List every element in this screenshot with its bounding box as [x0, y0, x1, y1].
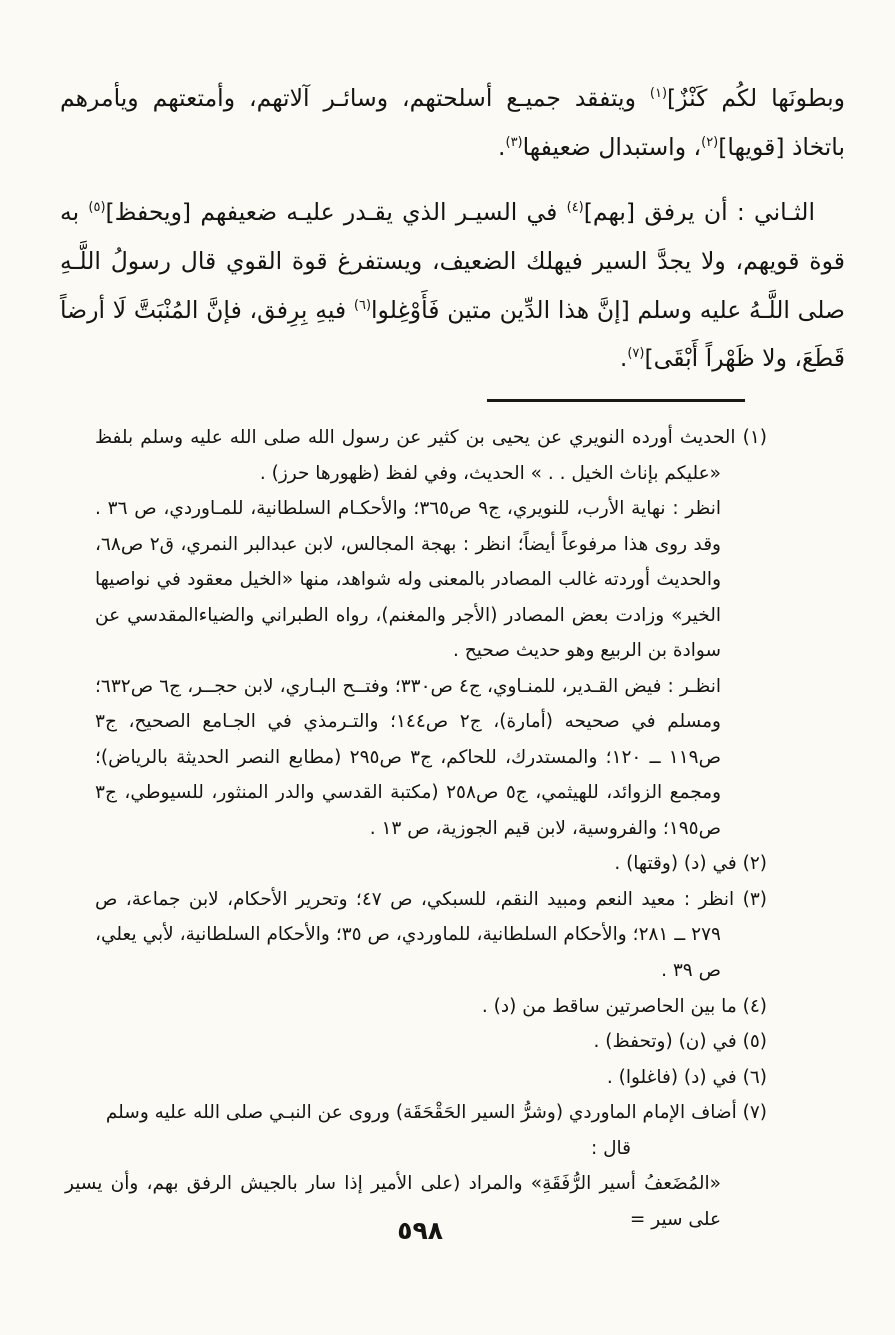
text-run: ، واستبدال ضعيفها: [522, 132, 702, 161]
footnote-number: (١): [742, 427, 767, 449]
footnote-text: في (د) (وقتها) .: [614, 853, 737, 875]
footnote-ref-marker: (٣): [505, 135, 523, 151]
text-run: ويتفقد جميـع أسلحتهم، وسائـر آلاتهم، وأمتعتهم ويأمرهم باتخاذ [قويها]: [60, 84, 845, 161]
footnote-number: (٦): [742, 1066, 767, 1088]
text-run: الثـاني : أن يرفق [بهم]: [583, 197, 815, 226]
footnote-3: [95, 882, 767, 989]
main-text: [0, 0, 895, 383]
footnote-1: [95, 420, 767, 846]
footnote-quote-line: «المُضَعفُ أسير الرُّفَقَةِ» والمراد (على الأمير إذا سار بالجيش الرفق بهم، وأن يسير على سير =: [65, 1173, 721, 1230]
footnotes-section: [0, 416, 895, 1237]
footnote-ref-marker: (٦): [353, 297, 372, 313]
text-run: وبطونَها لكُم كَنْزٌ]: [667, 84, 845, 112]
page-number: ٥٩٨: [397, 1216, 443, 1245]
footnote-number: (٤): [742, 995, 767, 1017]
footnote-speech-label: قال :: [590, 1137, 631, 1159]
text-run: .: [619, 344, 628, 373]
text-run: في السيـر الذي يقـدر عليـه ضعيفهم [ويحفظ]: [105, 197, 567, 226]
footnote-number: (٣): [742, 888, 767, 910]
text-run: به قوة قويهم، ولا يجدَّ السير فيهلك الضعيف، ويستفرغ قوة القوي قال رسولُ اللَّـهِ صلى اللَّـهُ عليه وسلم [إنَّ هذا الدِّين متين فَأَوْغِلوا: [60, 197, 845, 324]
main-paragraph-1: [60, 74, 845, 172]
main-paragraph-2: [60, 188, 845, 384]
footnote-6: [95, 1060, 767, 1096]
footnote-text: في (د) (فاغلوا) .: [606, 1066, 737, 1088]
footnote-text: انظر : نهاية الأرب، للنويري، ج٩ ص٣٦٥؛ والأحكـام السلطانية، للمـاوردي، ص ٣٦ . وقد روى هذا مرفوعاً أيضاً؛ انظر : بهجة المجالس، لابن عبدالبر النمري، ق٢ ص٦٨، والحديث أوردته غالب المصادر بالمعنى وله شواهد، منها «الخيل معقود في نواصيها الخير» وزادت بعض المصادر (الأجر والمغنم)، رواه الطبراني والضياءالمقدسي عن سوادة بن الربيع وهو حديث صحيح .: [95, 498, 721, 662]
footnote-line: [95, 1060, 767, 1096]
footnote-ref-marker: (٤): [566, 199, 584, 215]
footnote-2: [95, 846, 767, 882]
footnote-text: الحديث أورده النويري عن يحيى بن كثير عن رسول الله صلى الله عليه وسلم بلفظ «عليكم بإناث الخيل . . » الحديث، وفي لفظ (ظهورها حرز) .: [95, 427, 736, 484]
footnote-text: انظر : معيد النعم ومبيد النقم، للسبكي، ص ٤٧؛ وتحرير الأحكام، لابن جماعة، ص ٢٧٩ ــ ٢٨١؛ والأحكام السلطانية، للماوردي، ص ٣٥؛ والأحكام السلطانية، لأبي يعلي، ص ٣٩ .: [95, 888, 735, 981]
footnote-line: [95, 989, 767, 1025]
footnote-ref-marker: (٧): [627, 346, 645, 362]
footnote-line: [95, 1095, 767, 1131]
footnote-text: ما بين الحاصرتين ساقط من (د) .: [481, 995, 737, 1017]
footnote-number: (٥): [742, 1031, 767, 1053]
text-run: فيهِ بِرِفق، فإنَّ المُنْبَتَّ لَا أرضاً قَطَعَ، ولا ظَهْراً أَبْقَى]: [60, 295, 845, 373]
footnote-text: أضاف الإمام الماوردي (وشرُّ السير الحَقْحَقَة) وروى عن النبـي صلى الله عليه وسلم: [105, 1102, 737, 1124]
footnote-ref-marker: (٥): [88, 199, 106, 215]
footnote-text: في (ن) (وتحفظ) .: [593, 1031, 737, 1053]
footnote-line: [95, 846, 767, 882]
footnote-number: (٧): [742, 1102, 767, 1124]
footnote-text: انظـر : فيض القـدير، للمنـاوي، ج٤ ص٣٣٠؛ وفتــح البـاري، لابن حجــر، ج٦ ص٦٣٢؛ ومسلم في صحيحه (أمارة)، ج٢ ص١٤٤؛ والتـرمذي في الجـامع الصحيح، ج٣ ص١١٩ ــ ١٢٠؛ والمستدرك، للحاكم، ج٣ ص٢٩٥ (مطابع النصر الحديثة بالرياض)؛ ومجمع الزوائد، للهيثمي، ج٥ ص٢٥٨ (مكتبة القدسي والدر المنثور، للسيوطي، ج٣ ص١٩٥؛ والفروسية، لابن قيم الجوزية، ص ١٣ .: [95, 675, 721, 839]
footnote-ref-marker: (٢): [701, 135, 719, 151]
footnote-5: [95, 1024, 767, 1060]
footnote-separator-rule: [487, 399, 745, 402]
footnote-4: [95, 989, 767, 1025]
footnote-line: [95, 882, 767, 989]
footnote-number: (٢): [742, 853, 767, 875]
text-run: .: [498, 132, 506, 161]
footnote-line: [95, 420, 767, 491]
footnote-line: [95, 1024, 767, 1060]
footnote-ref-marker: (١): [649, 86, 668, 102]
